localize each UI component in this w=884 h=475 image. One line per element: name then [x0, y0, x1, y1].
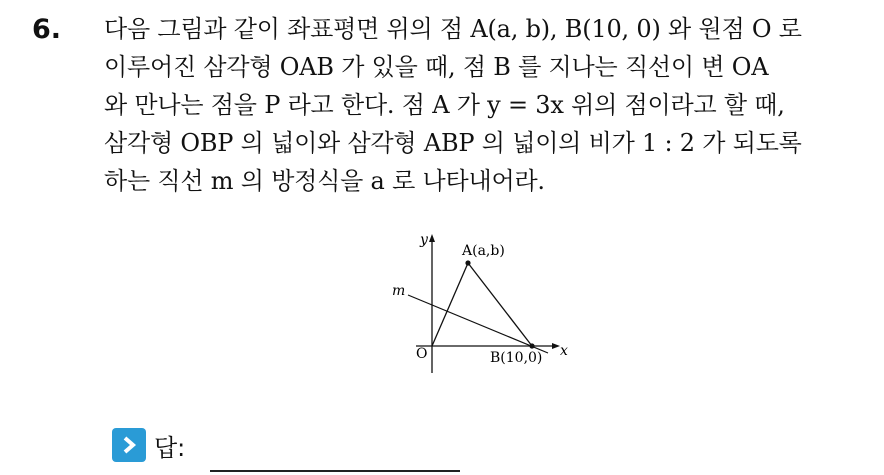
point-a	[465, 260, 470, 265]
y-axis-label: y	[420, 232, 428, 248]
segment-oa	[432, 263, 468, 346]
line-m	[408, 295, 548, 353]
answer-input-line[interactable]	[210, 470, 460, 472]
chevron-right-icon	[112, 428, 146, 462]
point-b-label: B(10,0)	[490, 350, 543, 366]
question-text	[104, 10, 864, 200]
y-axis-arrow	[429, 234, 435, 242]
point-b	[529, 343, 534, 348]
x-axis-arrow	[552, 343, 560, 349]
figure-svg	[386, 228, 576, 378]
question-number: 6.	[32, 14, 62, 45]
question-line: 이루어진 삼각형 OAB 가 있을 때, 점 B 를 지나는 직선이 변 OA	[104, 53, 769, 81]
question-line: 다음 그림과 같이 좌표평면 위의 점 A(a, b), B(10, 0) 와 원점 O 로	[104, 15, 802, 43]
x-axis-label: x	[560, 343, 568, 359]
point-a-label: A(a,b)	[462, 243, 505, 259]
answer-row	[112, 428, 185, 462]
question-line: 하는 직선 m 의 방정식을 a 로 나타내어라.	[104, 167, 545, 195]
answer-label: 답:	[154, 433, 186, 462]
question-line: 와 만나는 점을 P 라고 한다. 점 A 가 y = 3x 위의 점이라고 할 때,	[104, 91, 785, 119]
line-m-label: m	[392, 283, 406, 299]
origin-label: O	[416, 346, 428, 362]
coordinate-figure	[386, 228, 576, 378]
question-line: 삼각형 OBP 의 넓이와 삼각형 ABP 의 넓이의 비가 1 : 2 가 되도록	[104, 129, 802, 157]
